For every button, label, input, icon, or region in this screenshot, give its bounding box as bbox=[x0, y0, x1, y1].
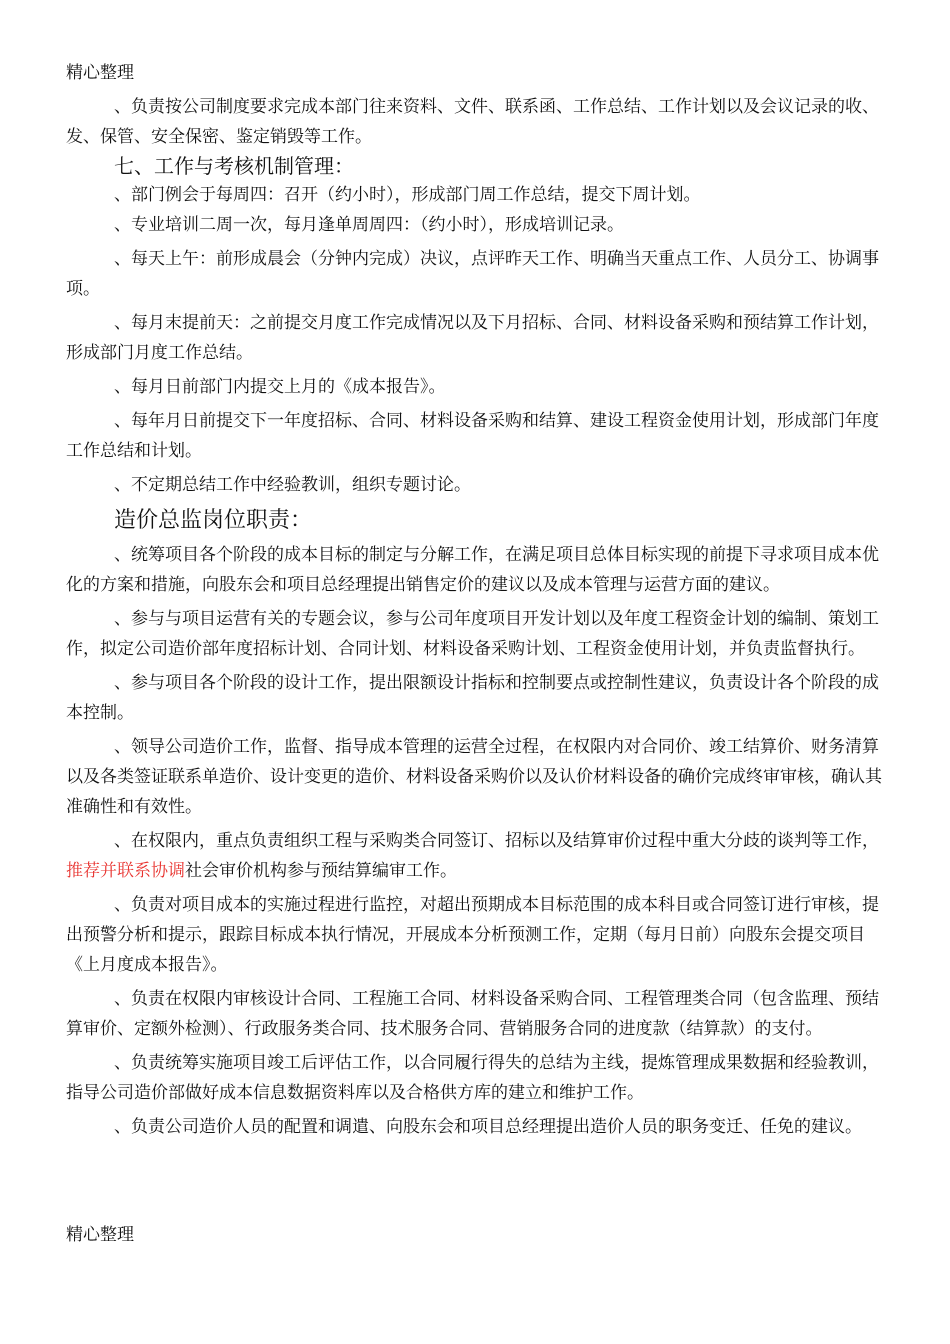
section-7-item: 、每月日前部门内提交上月的《成本报告》。 bbox=[114, 377, 446, 397]
highlighted-text: 推荐并联系协调 bbox=[66, 861, 185, 881]
section-7-item: 、专业培训二周一次，每月逢单周周四：（约小时），形成培训记录。 bbox=[114, 215, 624, 235]
director-duty-item: 、负责公司造价人员的配置和调遣、向股东会和项目总经理提出造价人员的职务变迁、任免的建议。 bbox=[114, 1117, 862, 1137]
section-7-item: 、部门例会于每周四：召开（约小时），形成部门周工作总结，提交下周计划。 bbox=[114, 185, 701, 205]
section-7-item: 、每月末提前天：之前提交月度工作完成情况以及下月招标、合同、材料设备采购和预结算工作计划，形成部门月度工作总结。 bbox=[66, 313, 879, 363]
duty-text: 、在权限内，重点负责组织工程与采购类合同签订、招标以及结算审价过程中重大分歧的谈判等工作， bbox=[114, 831, 879, 851]
director-duty-item: 、参与与项目运营有关的专题会议，参与公司年度项目开发计划以及年度工程资金计划的编制、策划工作，拟定公司造价部年度招标计划、合同计划、材料设备采购计划、工程资金使用计划，并负责监督执行。 bbox=[66, 609, 879, 659]
director-duties-title: 造价总监岗位职责： bbox=[114, 508, 313, 533]
intro-paragraph: 、负责按公司制度要求完成本部门往来资料、文件、联系函、工作总结、工作计划以及会议记录的收、发、保管、安全保密、鉴定销毁等工作。 bbox=[66, 97, 879, 147]
page-footer: 精心整理 bbox=[66, 1225, 134, 1245]
section-7-item: 、每天上午：前形成晨会（分钟内完成）决议，点评昨天工作、明确当天重点工作、人员分工、协调事项。 bbox=[66, 249, 879, 299]
duty-text: 社会审价机构参与预结算编审工作。 bbox=[185, 861, 457, 881]
section-7-title: 七、工作与考核机制管理： bbox=[114, 154, 354, 178]
director-duty-item: 、负责在权限内审核设计合同、工程施工合同、材料设备采购合同、工程管理类合同（包含监理、预结算审价、定额外检测）、行政服务类合同、技术服务合同、营销服务合同的进度款（结算款）的支付。 bbox=[66, 989, 879, 1039]
director-duty-item: 、负责统筹实施项目竣工后评估工作，以合同履行得失的总结为主线，提炼管理成果数据和经验教训，指导公司造价部做好成本信息数据资料库以及合格供方库的建立和维护工作。 bbox=[66, 1053, 879, 1103]
page-header: 精心整理 bbox=[66, 63, 134, 83]
section-7-item: 、不定期总结工作中经验教训，组织专题讨论。 bbox=[114, 475, 471, 495]
director-duty-item: 、参与项目各个阶段的设计工作，提出限额设计指标和控制要点或控制性建议，负责设计各个阶段的成本控制。 bbox=[66, 673, 879, 723]
director-duty-item: 、统筹项目各个阶段的成本目标的制定与分解工作，在满足项目总体目标实现的前提下寻求项目成本优化的方案和措施，向股东会和项目总经理提出销售定价的建议以及成本管理与运营方面的建议。 bbox=[66, 545, 879, 595]
document-body bbox=[66, 92, 888, 1142]
director-duty-item: 、领导公司造价工作，监督、指导成本管理的运营全过程，在权限内对合同价、竣工结算价、财务清算以及各类签证联系单造价、设计变更的造价、材料设备采购价以及认价材料设备的确价完成终审审核，确认其准确性和有效性。 bbox=[66, 737, 882, 817]
director-duty-item-5 bbox=[66, 826, 888, 886]
section-7-item: 、每年月日前提交下一年度招标、合同、材料设备采购和结算、建设工程资金使用计划，形成部门年度工作总结和计划。 bbox=[66, 411, 879, 461]
director-duty-item: 、负责对项目成本的实施过程进行监控，对超出预期成本目标范围的成本科目或合同签订进行审核，提出预警分析和提示，跟踪目标成本执行情况，开展成本分析预测工作，定期（每月日前）向股东会提交项目《上月度成本报告》。 bbox=[66, 895, 879, 975]
